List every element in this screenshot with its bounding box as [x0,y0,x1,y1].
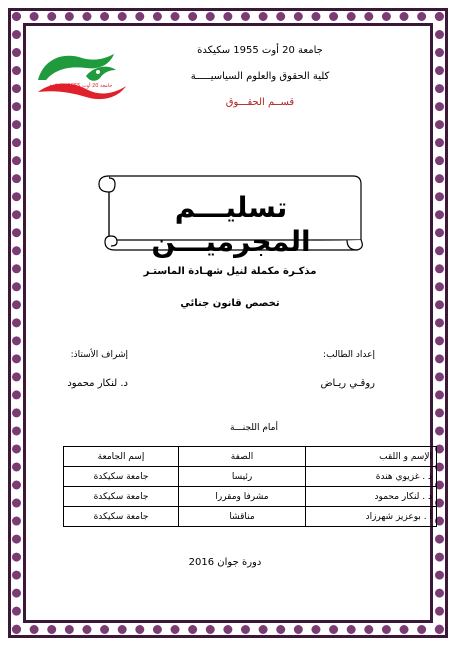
page-border-inner [23,23,433,623]
member-university: جامعة سكيكدة [64,487,179,507]
thesis-title: تسليـــم المجرميـــن [151,191,311,258]
faculty-name: كلية الحقوق والعلوم السياسيـــــة [190,71,330,82]
table-row [64,487,437,507]
member-role: مناقشا [179,507,306,527]
table-row [64,467,437,487]
member-name: أ . بوعزيز شهرزاد [306,507,437,527]
table-header: إسم الجامعة [64,447,179,467]
supervisor-name: د. لنكار محمود [67,378,128,389]
university-logo [34,50,129,102]
table-row [64,507,437,527]
member-role: رئيسا [179,467,306,487]
specialization: تخصص قانون جنائي [180,298,280,309]
member-name: د . غزيوي هندة [306,467,437,487]
member-role: مشرفا ومقررا [179,487,306,507]
logo-caption: جامعة 20 أوت 1955 سكيكدة [49,83,113,89]
supervisor-label: إشراف الأستاذ: [70,350,128,360]
table-header: الصفة [179,447,306,467]
committee-table [63,446,437,527]
member-university: جامعة سكيكدة [64,507,179,527]
member-university: جامعة سكيكدة [64,467,179,487]
department-name: قســم الحقـــوق [225,97,295,108]
student-name: روقـي ريـاض [320,378,375,389]
student-label: إعداد الطالب: [323,350,375,360]
memo-subtitle: مذكـرة مكملة لنيل شهـادة الماستـر [143,266,317,277]
session-date: دورة جوان 2016 [188,557,262,568]
committee-label: أمام اللجنـــة [230,423,278,433]
table-header: الإسم و اللقب [306,447,437,467]
table-header-row [64,447,437,467]
member-name: د . لنكار محمود [306,487,437,507]
university-name: جامعة 20 أوت 1955 سكيكدة [197,45,323,56]
